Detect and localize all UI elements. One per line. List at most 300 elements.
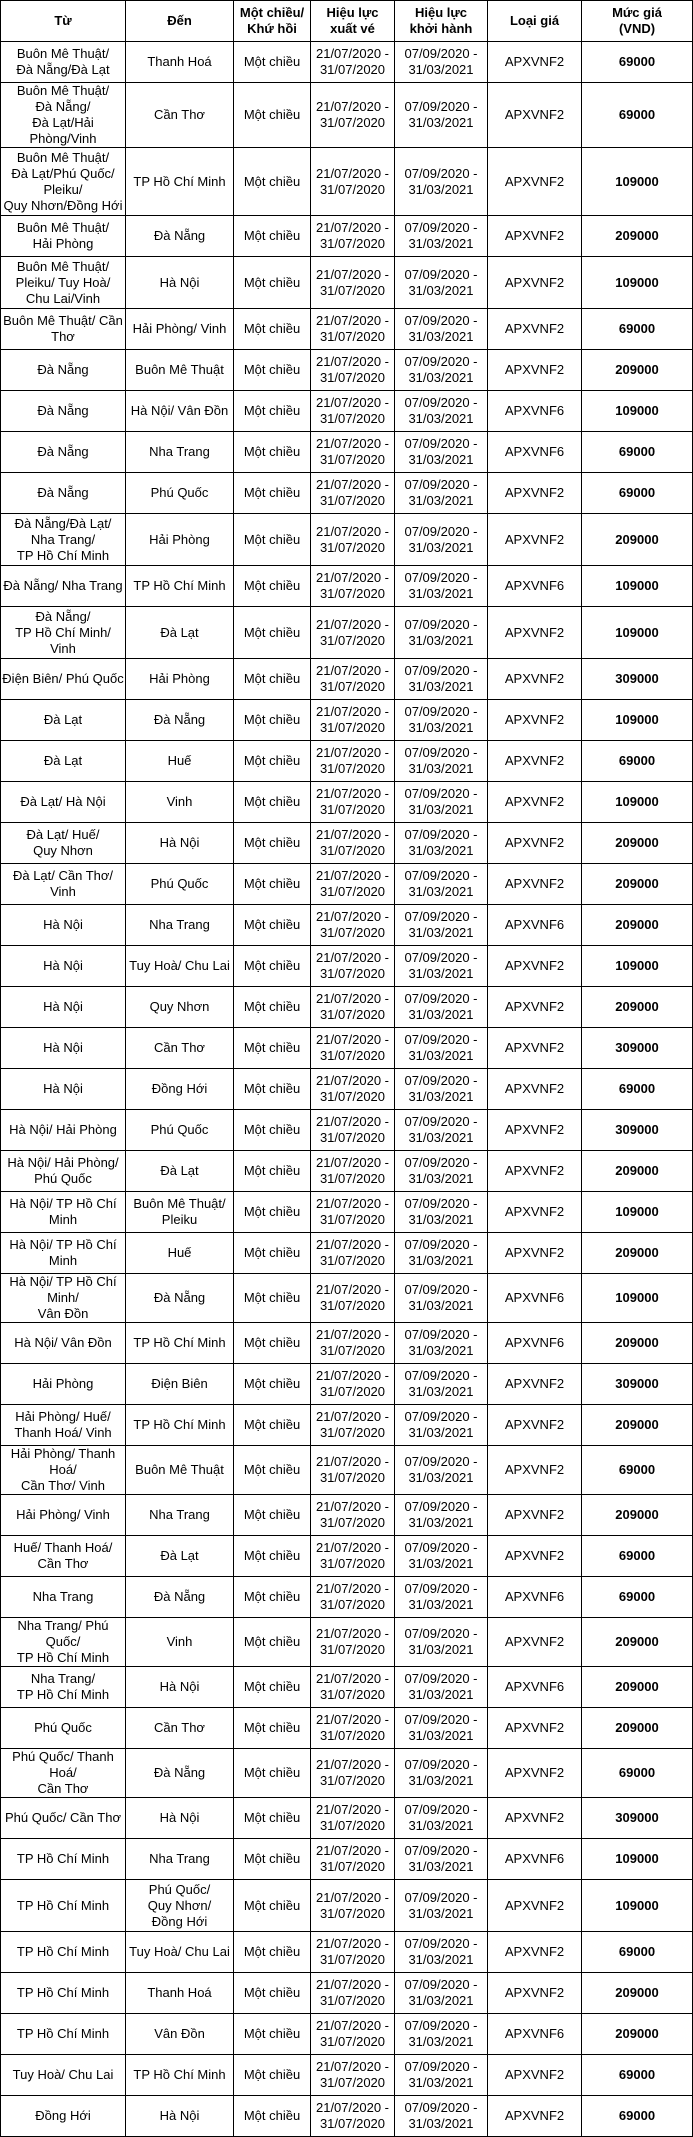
cell-to: TP Hồ Chí Minh — [126, 566, 234, 607]
cell-from: Hải Phòng/ Thanh Hoá/ Cần Thơ/ Vinh — [1, 1446, 126, 1495]
cell-ticketing-validity: 21/07/2020 - 31/07/2020 — [311, 1151, 395, 1192]
cell-price: 209000 — [582, 514, 693, 566]
cell-to: Hà Nội/ Vân Đồn — [126, 391, 234, 432]
table-row — [1, 1798, 693, 1839]
cell-from: Hải Phòng — [1, 1364, 126, 1405]
cell-fare-class: APXVNF2 — [488, 1536, 582, 1577]
cell-price: 209000 — [582, 216, 693, 257]
cell-from: Huế/ Thanh Hoá/ Cần Thơ — [1, 1536, 126, 1577]
cell-fare-class: APXVNF2 — [488, 1708, 582, 1749]
table-row — [1, 216, 693, 257]
cell-price: 69000 — [582, 1536, 693, 1577]
cell-ticketing-validity: 21/07/2020 - 31/07/2020 — [311, 566, 395, 607]
table-row — [1, 473, 693, 514]
cell-fare-class: APXVNF6 — [488, 1667, 582, 1708]
cell-price: 209000 — [582, 905, 693, 946]
cell-travel-validity: 07/09/2020 - 31/03/2021 — [395, 1192, 488, 1233]
cell-ticketing-validity: 21/07/2020 - 31/07/2020 — [311, 42, 395, 83]
cell-fare-class: APXVNF2 — [488, 1446, 582, 1495]
cell-from: Đà Lạt — [1, 700, 126, 741]
cell-trip-type: Một chiều — [234, 1708, 311, 1749]
cell-ticketing-validity: 21/07/2020 - 31/07/2020 — [311, 148, 395, 216]
cell-trip-type: Một chiều — [234, 1749, 311, 1798]
cell-price: 69000 — [582, 1932, 693, 1973]
cell-price: 209000 — [582, 1708, 693, 1749]
cell-travel-validity: 07/09/2020 - 31/03/2021 — [395, 148, 488, 216]
table-row — [1, 905, 693, 946]
cell-fare-class: APXVNF2 — [488, 607, 582, 659]
table-row — [1, 1618, 693, 1667]
cell-travel-validity: 07/09/2020 - 31/03/2021 — [395, 1274, 488, 1323]
cell-trip-type: Một chiều — [234, 42, 311, 83]
cell-to: Cần Thơ — [126, 83, 234, 148]
cell-to: Buôn Mê Thuật — [126, 1446, 234, 1495]
cell-price: 209000 — [582, 1151, 693, 1192]
cell-trip-type: Một chiều — [234, 864, 311, 905]
cell-price: 109000 — [582, 1274, 693, 1323]
table-row — [1, 309, 693, 350]
cell-ticketing-validity: 21/07/2020 - 31/07/2020 — [311, 782, 395, 823]
cell-travel-validity: 07/09/2020 - 31/03/2021 — [395, 905, 488, 946]
cell-fare-class: APXVNF2 — [488, 514, 582, 566]
cell-to: Tuy Hoà/ Chu Lai — [126, 946, 234, 987]
table-row — [1, 2014, 693, 2055]
cell-to: Hà Nội — [126, 257, 234, 309]
table-row — [1, 1932, 693, 1973]
table-row — [1, 42, 693, 83]
cell-ticketing-validity: 21/07/2020 - 31/07/2020 — [311, 987, 395, 1028]
header-trip-type: Một chiều/ Khứ hồi — [234, 1, 311, 42]
cell-travel-validity: 07/09/2020 - 31/03/2021 — [395, 1932, 488, 1973]
cell-price: 209000 — [582, 1323, 693, 1364]
cell-price: 69000 — [582, 309, 693, 350]
cell-ticketing-validity: 21/07/2020 - 31/07/2020 — [311, 1233, 395, 1274]
cell-trip-type: Một chiều — [234, 350, 311, 391]
cell-to: Huế — [126, 741, 234, 782]
cell-fare-class: APXVNF6 — [488, 2014, 582, 2055]
cell-travel-validity: 07/09/2020 - 31/03/2021 — [395, 1323, 488, 1364]
cell-travel-validity: 07/09/2020 - 31/03/2021 — [395, 1618, 488, 1667]
cell-to: Nha Trang — [126, 905, 234, 946]
table-row — [1, 1192, 693, 1233]
table-row — [1, 987, 693, 1028]
cell-travel-validity: 07/09/2020 - 31/03/2021 — [395, 1798, 488, 1839]
cell-ticketing-validity: 21/07/2020 - 31/07/2020 — [311, 1536, 395, 1577]
cell-to: TP Hồ Chí Minh — [126, 148, 234, 216]
cell-fare-class: APXVNF2 — [488, 1405, 582, 1446]
cell-to: Huế — [126, 1233, 234, 1274]
cell-ticketing-validity: 21/07/2020 - 31/07/2020 — [311, 700, 395, 741]
cell-ticketing-validity: 21/07/2020 - 31/07/2020 — [311, 1667, 395, 1708]
cell-trip-type: Một chiều — [234, 1274, 311, 1323]
cell-to: Hà Nội — [126, 823, 234, 864]
cell-price: 69000 — [582, 2055, 693, 2096]
cell-fare-class: APXVNF2 — [488, 1233, 582, 1274]
cell-fare-class: APXVNF2 — [488, 83, 582, 148]
cell-fare-class: APXVNF2 — [488, 2055, 582, 2096]
cell-to: Quy Nhơn — [126, 987, 234, 1028]
cell-from: Đà Nẵng — [1, 473, 126, 514]
cell-travel-validity: 07/09/2020 - 31/03/2021 — [395, 1151, 488, 1192]
cell-travel-validity: 07/09/2020 - 31/03/2021 — [395, 2055, 488, 2096]
cell-trip-type: Một chiều — [234, 1798, 311, 1839]
cell-fare-class: APXVNF2 — [488, 309, 582, 350]
cell-price: 69000 — [582, 1749, 693, 1798]
cell-trip-type: Một chiều — [234, 1233, 311, 1274]
cell-travel-validity: 07/09/2020 - 31/03/2021 — [395, 782, 488, 823]
cell-from: Đồng Hới — [1, 2096, 126, 2137]
cell-trip-type: Một chiều — [234, 946, 311, 987]
cell-ticketing-validity: 21/07/2020 - 31/07/2020 — [311, 2014, 395, 2055]
cell-trip-type: Một chiều — [234, 905, 311, 946]
cell-trip-type: Một chiều — [234, 1323, 311, 1364]
cell-to: Nha Trang — [126, 432, 234, 473]
cell-trip-type: Một chiều — [234, 1110, 311, 1151]
table-row — [1, 946, 693, 987]
cell-trip-type: Một chiều — [234, 1405, 311, 1446]
cell-trip-type: Một chiều — [234, 148, 311, 216]
cell-travel-validity: 07/09/2020 - 31/03/2021 — [395, 1973, 488, 2014]
cell-trip-type: Một chiều — [234, 1364, 311, 1405]
cell-from: Hà Nội — [1, 905, 126, 946]
cell-from: Hà Nội — [1, 987, 126, 1028]
cell-trip-type: Một chiều — [234, 1536, 311, 1577]
cell-fare-class: APXVNF2 — [488, 946, 582, 987]
cell-travel-validity: 07/09/2020 - 31/03/2021 — [395, 1839, 488, 1880]
cell-trip-type: Một chiều — [234, 2055, 311, 2096]
cell-from: Hà Nội/ Vân Đồn — [1, 1323, 126, 1364]
cell-trip-type: Một chiều — [234, 823, 311, 864]
cell-from: Đà Nẵng/ TP Hồ Chí Minh/ Vinh — [1, 607, 126, 659]
cell-to: Hải Phòng — [126, 514, 234, 566]
cell-travel-validity: 07/09/2020 - 31/03/2021 — [395, 1110, 488, 1151]
cell-fare-class: APXVNF2 — [488, 782, 582, 823]
cell-trip-type: Một chiều — [234, 659, 311, 700]
cell-ticketing-validity: 21/07/2020 - 31/07/2020 — [311, 607, 395, 659]
cell-from: Tuy Hoà/ Chu Lai — [1, 2055, 126, 2096]
cell-ticketing-validity: 21/07/2020 - 31/07/2020 — [311, 1749, 395, 1798]
header-fare-class: Loại giá — [488, 1, 582, 42]
table-row — [1, 607, 693, 659]
header-ticketing-validity: Hiệu lực xuất vé — [311, 1, 395, 42]
cell-trip-type: Một chiều — [234, 1495, 311, 1536]
table-row — [1, 1069, 693, 1110]
cell-ticketing-validity: 21/07/2020 - 31/07/2020 — [311, 1880, 395, 1932]
cell-ticketing-validity: 21/07/2020 - 31/07/2020 — [311, 1973, 395, 2014]
cell-trip-type: Một chiều — [234, 83, 311, 148]
cell-trip-type: Một chiều — [234, 700, 311, 741]
cell-travel-validity: 07/09/2020 - 31/03/2021 — [395, 741, 488, 782]
cell-to: TP Hồ Chí Minh — [126, 1405, 234, 1446]
cell-to: Buôn Mê Thuật/ Pleiku — [126, 1192, 234, 1233]
cell-trip-type: Một chiều — [234, 257, 311, 309]
cell-price: 109000 — [582, 946, 693, 987]
cell-travel-validity: 07/09/2020 - 31/03/2021 — [395, 864, 488, 905]
cell-price: 109000 — [582, 1880, 693, 1932]
cell-to: Đà Nẵng — [126, 216, 234, 257]
cell-ticketing-validity: 21/07/2020 - 31/07/2020 — [311, 1069, 395, 1110]
cell-ticketing-validity: 21/07/2020 - 31/07/2020 — [311, 1028, 395, 1069]
cell-price: 109000 — [582, 782, 693, 823]
cell-from: Buôn Mê Thuật/ Đà Lạt/Phú Quốc/ Pleiku/ Quy Nhơn/Đồng Hới — [1, 148, 126, 216]
cell-trip-type: Một chiều — [234, 514, 311, 566]
cell-ticketing-validity: 21/07/2020 - 31/07/2020 — [311, 946, 395, 987]
cell-fare-class: APXVNF2 — [488, 1495, 582, 1536]
table-row — [1, 2096, 693, 2137]
cell-ticketing-validity: 21/07/2020 - 31/07/2020 — [311, 216, 395, 257]
cell-from: Đà Lạt/ Huế/ Quy Nhơn — [1, 823, 126, 864]
cell-travel-validity: 07/09/2020 - 31/03/2021 — [395, 1880, 488, 1932]
cell-travel-validity: 07/09/2020 - 31/03/2021 — [395, 1749, 488, 1798]
cell-fare-class: APXVNF2 — [488, 473, 582, 514]
cell-price: 69000 — [582, 2096, 693, 2137]
cell-fare-class: APXVNF2 — [488, 987, 582, 1028]
cell-from: Hà Nội/ Hải Phòng — [1, 1110, 126, 1151]
cell-from: Nha Trang/ TP Hồ Chí Minh — [1, 1667, 126, 1708]
table-row — [1, 864, 693, 905]
cell-travel-validity: 07/09/2020 - 31/03/2021 — [395, 1446, 488, 1495]
cell-trip-type: Một chiều — [234, 1839, 311, 1880]
cell-travel-validity: 07/09/2020 - 31/03/2021 — [395, 1069, 488, 1110]
header-travel-validity: Hiệu lực khởi hành — [395, 1, 488, 42]
cell-price: 209000 — [582, 1405, 693, 1446]
cell-from: Hà Nội/ TP Hồ Chí Minh — [1, 1192, 126, 1233]
table-row — [1, 700, 693, 741]
cell-trip-type: Một chiều — [234, 607, 311, 659]
cell-price: 109000 — [582, 607, 693, 659]
cell-to: Hà Nội — [126, 2096, 234, 2137]
cell-fare-class: APXVNF2 — [488, 148, 582, 216]
cell-ticketing-validity: 21/07/2020 - 31/07/2020 — [311, 1192, 395, 1233]
cell-to: TP Hồ Chí Minh — [126, 2055, 234, 2096]
cell-ticketing-validity: 21/07/2020 - 31/07/2020 — [311, 1446, 395, 1495]
cell-fare-class: APXVNF2 — [488, 350, 582, 391]
cell-from: Hà Nội — [1, 1069, 126, 1110]
cell-ticketing-validity: 21/07/2020 - 31/07/2020 — [311, 514, 395, 566]
cell-price: 69000 — [582, 432, 693, 473]
table-row — [1, 823, 693, 864]
cell-trip-type: Một chiều — [234, 1973, 311, 2014]
cell-to: Phú Quốc — [126, 1110, 234, 1151]
cell-price: 109000 — [582, 257, 693, 309]
cell-fare-class: APXVNF2 — [488, 1749, 582, 1798]
cell-travel-validity: 07/09/2020 - 31/03/2021 — [395, 607, 488, 659]
cell-travel-validity: 07/09/2020 - 31/03/2021 — [395, 987, 488, 1028]
cell-price: 69000 — [582, 1446, 693, 1495]
cell-to: Nha Trang — [126, 1839, 234, 1880]
cell-ticketing-validity: 21/07/2020 - 31/07/2020 — [311, 1405, 395, 1446]
cell-to: Cần Thơ — [126, 1708, 234, 1749]
cell-travel-validity: 07/09/2020 - 31/03/2021 — [395, 1667, 488, 1708]
cell-ticketing-validity: 21/07/2020 - 31/07/2020 — [311, 1274, 395, 1323]
cell-travel-validity: 07/09/2020 - 31/03/2021 — [395, 659, 488, 700]
cell-price: 69000 — [582, 741, 693, 782]
cell-travel-validity: 07/09/2020 - 31/03/2021 — [395, 432, 488, 473]
cell-ticketing-validity: 21/07/2020 - 31/07/2020 — [311, 1495, 395, 1536]
cell-trip-type: Một chiều — [234, 2014, 311, 2055]
cell-ticketing-validity: 21/07/2020 - 31/07/2020 — [311, 309, 395, 350]
cell-fare-class: APXVNF2 — [488, 42, 582, 83]
cell-travel-validity: 07/09/2020 - 31/03/2021 — [395, 350, 488, 391]
cell-ticketing-validity: 21/07/2020 - 31/07/2020 — [311, 741, 395, 782]
cell-ticketing-validity: 21/07/2020 - 31/07/2020 — [311, 905, 395, 946]
cell-price: 69000 — [582, 473, 693, 514]
table-row — [1, 1233, 693, 1274]
header-row — [1, 1, 693, 42]
cell-trip-type: Một chiều — [234, 1028, 311, 1069]
cell-to: Vân Đồn — [126, 2014, 234, 2055]
cell-to: Vinh — [126, 782, 234, 823]
cell-price: 209000 — [582, 987, 693, 1028]
cell-trip-type: Một chiều — [234, 566, 311, 607]
cell-from: TP Hồ Chí Minh — [1, 1880, 126, 1932]
cell-to: Thanh Hoá — [126, 42, 234, 83]
cell-trip-type: Một chiều — [234, 1880, 311, 1932]
table-row — [1, 1405, 693, 1446]
table-row — [1, 1880, 693, 1932]
cell-fare-class: APXVNF2 — [488, 1028, 582, 1069]
cell-trip-type: Một chiều — [234, 216, 311, 257]
cell-ticketing-validity: 21/07/2020 - 31/07/2020 — [311, 350, 395, 391]
cell-travel-validity: 07/09/2020 - 31/03/2021 — [395, 257, 488, 309]
cell-from: Điện Biên/ Phú Quốc — [1, 659, 126, 700]
cell-travel-validity: 07/09/2020 - 31/03/2021 — [395, 1495, 488, 1536]
cell-trip-type: Một chiều — [234, 1667, 311, 1708]
cell-fare-class: APXVNF2 — [488, 1973, 582, 2014]
cell-ticketing-validity: 21/07/2020 - 31/07/2020 — [311, 1364, 395, 1405]
cell-price: 309000 — [582, 1798, 693, 1839]
cell-travel-validity: 07/09/2020 - 31/03/2021 — [395, 1536, 488, 1577]
cell-from: Buôn Mê Thuật/ Pleiku/ Tuy Hoà/ Chu Lai/Vinh — [1, 257, 126, 309]
cell-trip-type: Một chiều — [234, 1069, 311, 1110]
table-row — [1, 1749, 693, 1798]
cell-travel-validity: 07/09/2020 - 31/03/2021 — [395, 514, 488, 566]
cell-ticketing-validity: 21/07/2020 - 31/07/2020 — [311, 1932, 395, 1973]
cell-price: 69000 — [582, 1577, 693, 1618]
cell-from: Phú Quốc — [1, 1708, 126, 1749]
table-row — [1, 1495, 693, 1536]
cell-fare-class: APXVNF2 — [488, 1618, 582, 1667]
cell-fare-class: APXVNF2 — [488, 2096, 582, 2137]
cell-fare-class: APXVNF2 — [488, 1932, 582, 1973]
cell-to: Hải Phòng/ Vinh — [126, 309, 234, 350]
cell-to: TP Hồ Chí Minh — [126, 1323, 234, 1364]
cell-price: 109000 — [582, 1192, 693, 1233]
cell-to: Đà Nẵng — [126, 1577, 234, 1618]
cell-to: Phú Quốc/ Quy Nhơn/ Đồng Hới — [126, 1880, 234, 1932]
cell-trip-type: Một chiều — [234, 1151, 311, 1192]
cell-to: Nha Trang — [126, 1495, 234, 1536]
cell-trip-type: Một chiều — [234, 1932, 311, 1973]
cell-fare-class: APXVNF2 — [488, 864, 582, 905]
cell-to: Đà Lạt — [126, 1151, 234, 1192]
cell-trip-type: Một chiều — [234, 1192, 311, 1233]
table-row — [1, 1274, 693, 1323]
cell-price: 309000 — [582, 659, 693, 700]
cell-fare-class: APXVNF2 — [488, 1880, 582, 1932]
table-row — [1, 741, 693, 782]
cell-travel-validity: 07/09/2020 - 31/03/2021 — [395, 391, 488, 432]
cell-from: Buôn Mê Thuật/ Đà Nẵng/ Đà Lạt/Hải Phòng/Vinh — [1, 83, 126, 148]
cell-price: 109000 — [582, 148, 693, 216]
cell-ticketing-validity: 21/07/2020 - 31/07/2020 — [311, 823, 395, 864]
cell-to: Tuy Hoà/ Chu Lai — [126, 1932, 234, 1973]
cell-price: 69000 — [582, 83, 693, 148]
cell-trip-type: Một chiều — [234, 1577, 311, 1618]
cell-ticketing-validity: 21/07/2020 - 31/07/2020 — [311, 83, 395, 148]
cell-travel-validity: 07/09/2020 - 31/03/2021 — [395, 1233, 488, 1274]
cell-ticketing-validity: 21/07/2020 - 31/07/2020 — [311, 391, 395, 432]
table-row — [1, 432, 693, 473]
table-row — [1, 350, 693, 391]
cell-price: 109000 — [582, 391, 693, 432]
cell-from: Buôn Mê Thuật/ Đà Nẵng/Đà Lạt — [1, 42, 126, 83]
cell-to: Vinh — [126, 1618, 234, 1667]
cell-fare-class: APXVNF6 — [488, 391, 582, 432]
table-row — [1, 1667, 693, 1708]
cell-travel-validity: 07/09/2020 - 31/03/2021 — [395, 700, 488, 741]
cell-from: Đà Nẵng — [1, 432, 126, 473]
table-row — [1, 1577, 693, 1618]
fare-table-body — [1, 42, 693, 2137]
table-row — [1, 391, 693, 432]
table-row — [1, 148, 693, 216]
cell-ticketing-validity: 21/07/2020 - 31/07/2020 — [311, 1708, 395, 1749]
table-row — [1, 566, 693, 607]
cell-travel-validity: 07/09/2020 - 31/03/2021 — [395, 2096, 488, 2137]
cell-to: Hà Nội — [126, 1667, 234, 1708]
cell-from: Đà Nẵng — [1, 391, 126, 432]
cell-to: Buôn Mê Thuật — [126, 350, 234, 391]
cell-to: Hà Nội — [126, 1798, 234, 1839]
cell-trip-type: Một chiều — [234, 391, 311, 432]
cell-fare-class: APXVNF2 — [488, 1364, 582, 1405]
table-row — [1, 83, 693, 148]
cell-trip-type: Một chiều — [234, 1446, 311, 1495]
cell-fare-class: APXVNF6 — [488, 1577, 582, 1618]
cell-price: 309000 — [582, 1364, 693, 1405]
cell-from: Đà Lạt/ Hà Nội — [1, 782, 126, 823]
cell-price: 209000 — [582, 1667, 693, 1708]
cell-from: Đà Lạt/ Cần Thơ/ Vinh — [1, 864, 126, 905]
cell-price: 109000 — [582, 566, 693, 607]
cell-travel-validity: 07/09/2020 - 31/03/2021 — [395, 216, 488, 257]
cell-fare-class: APXVNF2 — [488, 1069, 582, 1110]
cell-to: Đà Lạt — [126, 607, 234, 659]
table-row — [1, 1364, 693, 1405]
cell-price: 69000 — [582, 1069, 693, 1110]
cell-travel-validity: 07/09/2020 - 31/03/2021 — [395, 1708, 488, 1749]
cell-fare-class: APXVNF2 — [488, 1110, 582, 1151]
cell-trip-type: Một chiều — [234, 741, 311, 782]
cell-to: Đà Nẵng — [126, 1274, 234, 1323]
cell-travel-validity: 07/09/2020 - 31/03/2021 — [395, 2014, 488, 2055]
table-row — [1, 1446, 693, 1495]
cell-fare-class: APXVNF2 — [488, 659, 582, 700]
cell-ticketing-validity: 21/07/2020 - 31/07/2020 — [311, 659, 395, 700]
cell-fare-class: APXVNF6 — [488, 1274, 582, 1323]
cell-ticketing-validity: 21/07/2020 - 31/07/2020 — [311, 864, 395, 905]
cell-trip-type: Một chiều — [234, 309, 311, 350]
cell-travel-validity: 07/09/2020 - 31/03/2021 — [395, 473, 488, 514]
cell-price: 209000 — [582, 2014, 693, 2055]
cell-ticketing-validity: 21/07/2020 - 31/07/2020 — [311, 1577, 395, 1618]
cell-to: Đồng Hới — [126, 1069, 234, 1110]
table-row — [1, 1973, 693, 2014]
cell-price: 209000 — [582, 350, 693, 391]
cell-to: Đà Nẵng — [126, 1749, 234, 1798]
cell-ticketing-validity: 21/07/2020 - 31/07/2020 — [311, 1618, 395, 1667]
